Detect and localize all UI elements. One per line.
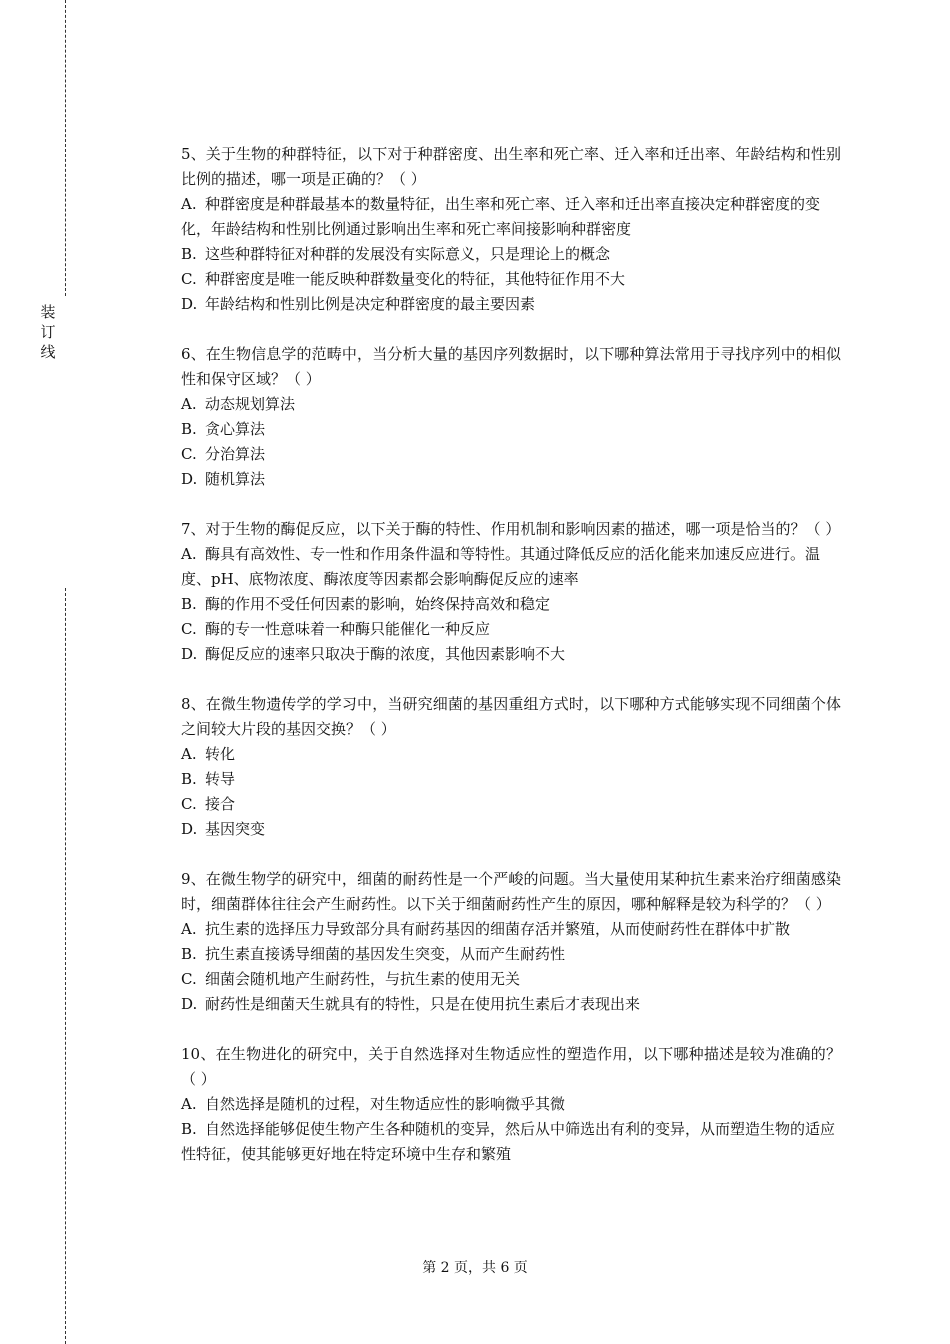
option-c: C. 分治算法 (181, 445, 266, 463)
option-b: B. 贪心算法 (181, 420, 266, 438)
question-8 (181, 692, 841, 842)
binding-line-bottom (65, 588, 66, 1344)
question-9 (181, 867, 841, 1017)
option-b: B. 这些种群特征对种群的发展没有实际意义，只是理论上的概念 (181, 245, 611, 263)
question-list (181, 142, 841, 1192)
binding-char: 订 (40, 323, 56, 341)
option-b: B. 转导 (181, 770, 236, 788)
question-stem: 8、在微生物遗传学的学习中，当研究细菌的基因重组方式时，以下哪种方式能够实现不同细菌个体之间较大片段的基因交换？（ ） (181, 695, 841, 738)
option-c: C. 酶的专一性意味着一种酶只能催化一种反应 (181, 620, 491, 638)
option-a: A. 酶具有高效性、专一性和作用条件温和等特性。其通过降低反应的活化能来加速反应进行。温度、pH、底物浓度、酶浓度等因素都会影响酶促反应的速率 (181, 545, 821, 588)
option-a: A. 抗生素的选择压力导致部分具有耐药基因的细菌存活并繁殖，从而使耐药性在群体中扩散 (181, 920, 791, 938)
option-a: A. 动态规划算法 (181, 395, 296, 413)
binding-line-top (65, 0, 66, 296)
binding-char: 线 (40, 343, 56, 361)
option-a: A. 转化 (181, 745, 236, 763)
option-c: C. 细菌会随机地产生耐药性，与抗生素的使用无关 (181, 970, 521, 988)
question-stem: 9、在微生物学的研究中，细菌的耐药性是一个严峻的问题。当大量使用某种抗生素来治疗细菌感染时，细菌群体往往会产生耐药性。以下关于细菌耐药性产生的原因，哪种解释是较为科学的？（ ） (181, 870, 841, 913)
option-d: D. 酶促反应的速率只取决于酶的浓度，其他因素影响不大 (181, 645, 566, 663)
option-d: D. 随机算法 (181, 470, 266, 488)
question-stem: 5、关于生物的种群特征，以下对于种群密度、出生率和死亡率、迁入率和迁出率、年龄结构和性别比例的描述，哪一项是正确的？（ ） (181, 145, 841, 188)
question-7 (181, 517, 841, 667)
question-6 (181, 342, 841, 492)
question-stem: 10、在生物进化的研究中，关于自然选择对生物适应性的塑造作用，以下哪种描述是较为准确的？（ ） (181, 1045, 841, 1088)
question-10 (181, 1042, 841, 1167)
binding-label (38, 302, 58, 362)
option-d: D. 年龄结构和性别比例是决定种群密度的最主要因素 (181, 295, 536, 313)
option-b: B. 自然选择能够促使生物产生各种随机的变异，然后从中筛选出有利的变异，从而塑造生物的适应性特征，使其能够更好地在特定环境中生存和繁殖 (181, 1120, 836, 1163)
option-b: B. 抗生素直接诱导细菌的基因发生突变，从而产生耐药性 (181, 945, 566, 963)
question-stem: 7、对于生物的酶促反应，以下关于酶的特性、作用机制和影响因素的描述，哪一项是恰当的？（ ） (181, 520, 841, 538)
question-5 (181, 142, 841, 317)
option-a: A. 种群密度是种群最基本的数量特征，出生率和死亡率、迁入率和迁出率直接决定种群密度的变化，年龄结构和性别比例通过影响出生率和死亡率间接影响种群密度 (181, 195, 821, 238)
option-c: C. 接合 (181, 795, 236, 813)
option-d: D. 基因突变 (181, 820, 266, 838)
binding-char: 装 (40, 303, 56, 321)
question-stem: 6、在生物信息学的范畴中，当分析大量的基因序列数据时，以下哪种算法常用于寻找序列中的相似性和保守区域？（ ） (181, 345, 841, 388)
page-number: 第 2 页，共 6 页 (422, 1260, 528, 1276)
option-d: D. 耐药性是细菌天生就具有的特性，只是在使用抗生素后才表现出来 (181, 995, 641, 1013)
option-b: B. 酶的作用不受任何因素的影响，始终保持高效和稳定 (181, 595, 551, 613)
option-c: C. 种群密度是唯一能反映种群数量变化的特征，其他特征作用不大 (181, 270, 626, 288)
option-a: A. 自然选择是随机的过程，对生物适应性的影响微乎其微 (181, 1095, 566, 1113)
